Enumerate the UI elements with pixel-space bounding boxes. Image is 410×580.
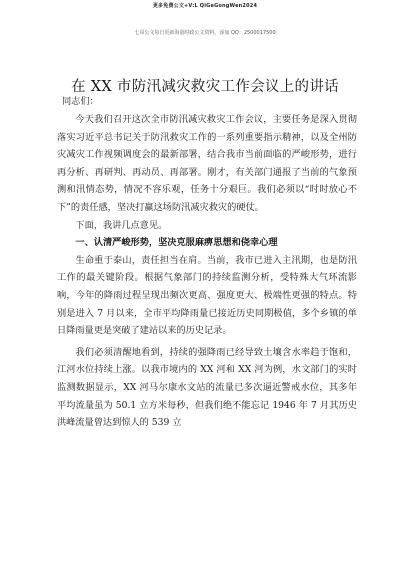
intro-paragraph: 今天我们召开这次全市防汛减灾救灾工作会议，主要任务是深入贯彻落实习近平总书记关于防汛救灾工作的一系列重要指示精神，以及全州防灾减灾工作视频调度会的最新部署，结合我市当前面临的严峻形势，进行再分析、再研判、再动员、再部署。刚才，有关部门通报了当前的气象预测和汛情态势，情况不容乐观，任务十分艰巨。我们必须以“时时放心不下”的责任感，坚决打赢这场防汛减灾救灾的硬仗。 xyxy=(57,114,357,213)
transition-paragraph: 下面，我讲几点意见。 xyxy=(75,219,168,231)
header-note: 七哥公文每日更新海量时政公文资料，添加 QQ：2500017500 xyxy=(134,30,276,36)
section-paragraph: 我们必须清醒地看到，持续的强降雨已经导致土壤含水率趋于饱和，江河水位持续上涨。以我市境内的 XX 河和 XX 河为例，水文部门的实时监测数据显示，XX 河马尔康水文站的流量已多次逼近警戒水位，其多年平均流量虽为 50.1 立方米每秒，但我们绝不能忘记 1946 年 7 月其历史洪峰流量曾达到惊人的 539 立 xyxy=(57,346,357,429)
document-title: 在 XX 市防汛减灾救灾工作会议上的讲话 xyxy=(71,79,339,95)
document-body xyxy=(57,111,357,432)
salutation: 同志们： xyxy=(62,96,99,107)
header-banner: 更多免费公文+V:L QiGeGongWen2024 xyxy=(152,3,258,9)
section-heading: 一、认清严峻形势，坚决克服麻痹思想和侥幸心理 xyxy=(75,237,278,249)
section-paragraph: 生命重于泰山，责任担当在肩。当前，我市已进入主汛期，也是防汛工作的最关键阶段。根据气象部门的持续监测分析，受特殊大气环流影响，今年的降雨过程呈现出频次更高、强度更大、极端性更强的特点。特别是进入 7 月以来，全市平均降雨量已接近历史同期极值，多个乡镇的单日降雨量更是突破了建站以来的历史记录。 xyxy=(57,254,357,337)
